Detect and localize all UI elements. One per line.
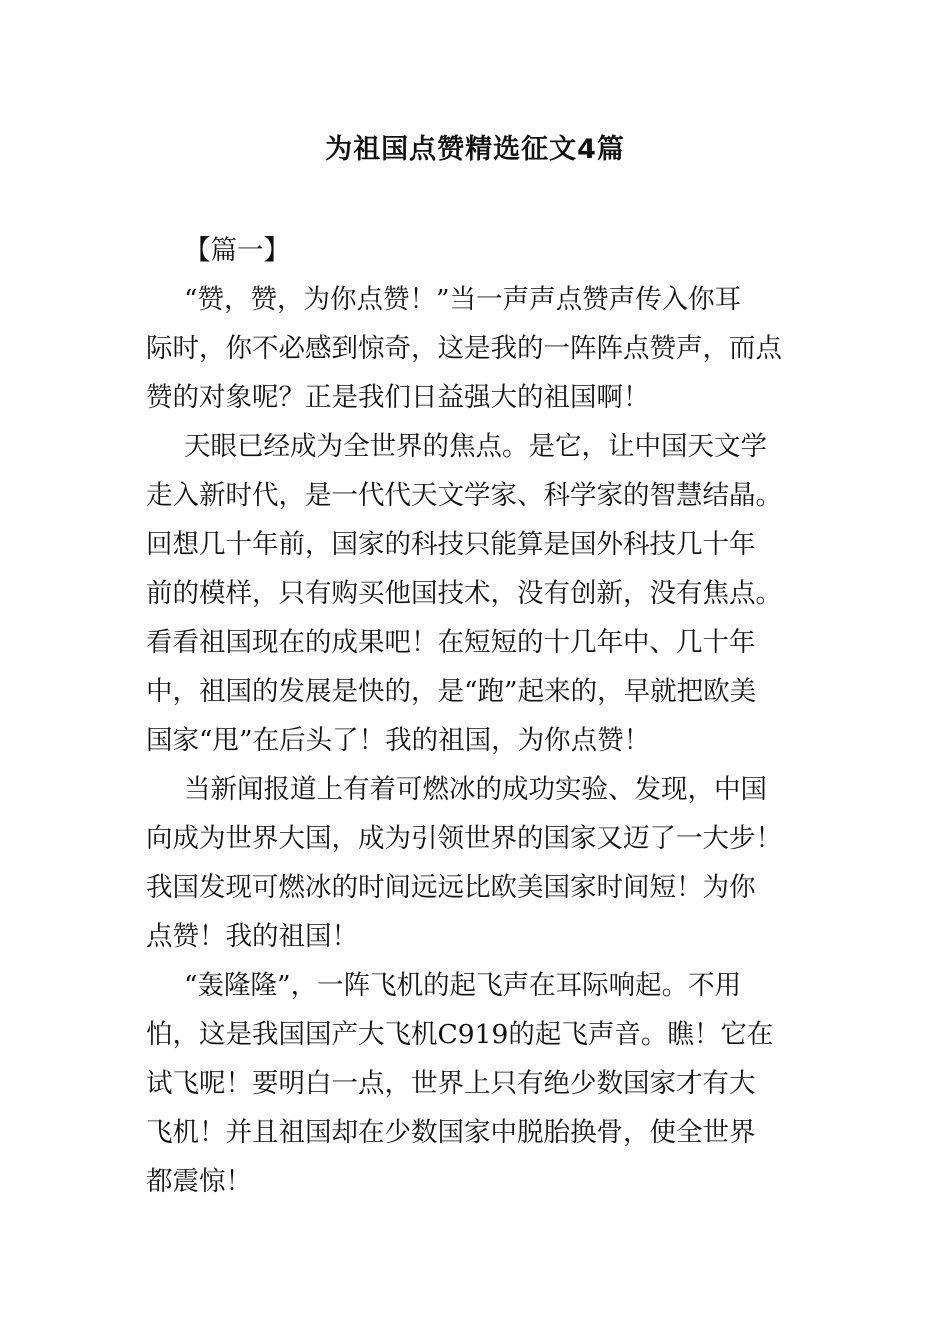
paragraph-line: 国家“甩”在后头了！我的祖国，为你点赞！ — [146, 725, 651, 756]
paragraph-line: 当新闻报道上有着可燃冰的成功实验、发现，中国 — [184, 774, 767, 805]
paragraph-line: 赞的对象呢？正是我们日益强大的祖国啊！ — [146, 382, 650, 413]
paragraph-1 — [146, 275, 820, 422]
paragraph-line: 看看祖国现在的成果吧！在短短的十几年中、几十年 — [146, 627, 756, 658]
paragraph-line: 都震惊！ — [146, 1166, 252, 1197]
paragraph-line: “轰隆隆”，一阵飞机的起飞声在耳际响起。不用 — [184, 970, 742, 1001]
paragraph-line: 向成为世界大国，成为引领世界的国家又迈了一大步！ — [146, 823, 782, 854]
paragraph-line: 天眼已经成为全世界的焦点。是它，让中国天文学 — [184, 431, 767, 462]
document-title: 为祖国点赞精选征文4篇 — [325, 134, 625, 165]
document-body — [146, 226, 820, 1206]
paragraph-line: 点赞！我的祖国！ — [146, 921, 358, 952]
paragraph-line: 走入新时代，是一代代天文学家、科学家的智慧结晶。 — [146, 480, 782, 511]
paragraph-line: 回想几十年前，国家的科技只能算是国外科技几十年 — [146, 529, 756, 560]
paragraph-3 — [146, 765, 820, 961]
paragraph-4 — [146, 961, 820, 1206]
paragraph-line: 我国发现可燃冰的时间远远比欧美国家时间短！为你 — [146, 872, 756, 903]
paragraph-line: 际时，你不必感到惊奇，这是我的一阵阵点赞声，而点 — [146, 333, 782, 364]
paragraph-2 — [146, 422, 820, 765]
paragraph-line: 中，祖国的发展是快的，是“跑”起来的，早就把欧美 — [146, 676, 757, 707]
paragraph-line: 前的模样，只有购买他国技术，没有创新，没有焦点。 — [146, 578, 782, 609]
paragraph-line: 飞机！并且祖国却在少数国家中脱胎换骨，使全世界 — [146, 1117, 756, 1148]
section-heading: 【篇一】 — [184, 235, 290, 266]
paragraph-line: “赞，赞，为你点赞！”当一声声点赞声传入你耳 — [184, 284, 742, 315]
paragraph-line: 试飞呢！要明白一点，世界上只有绝少数国家才有大 — [146, 1068, 756, 1099]
paragraph-line: 怕，这是我国国产大飞机C919的起飞声音。瞧！它在 — [146, 1019, 774, 1050]
